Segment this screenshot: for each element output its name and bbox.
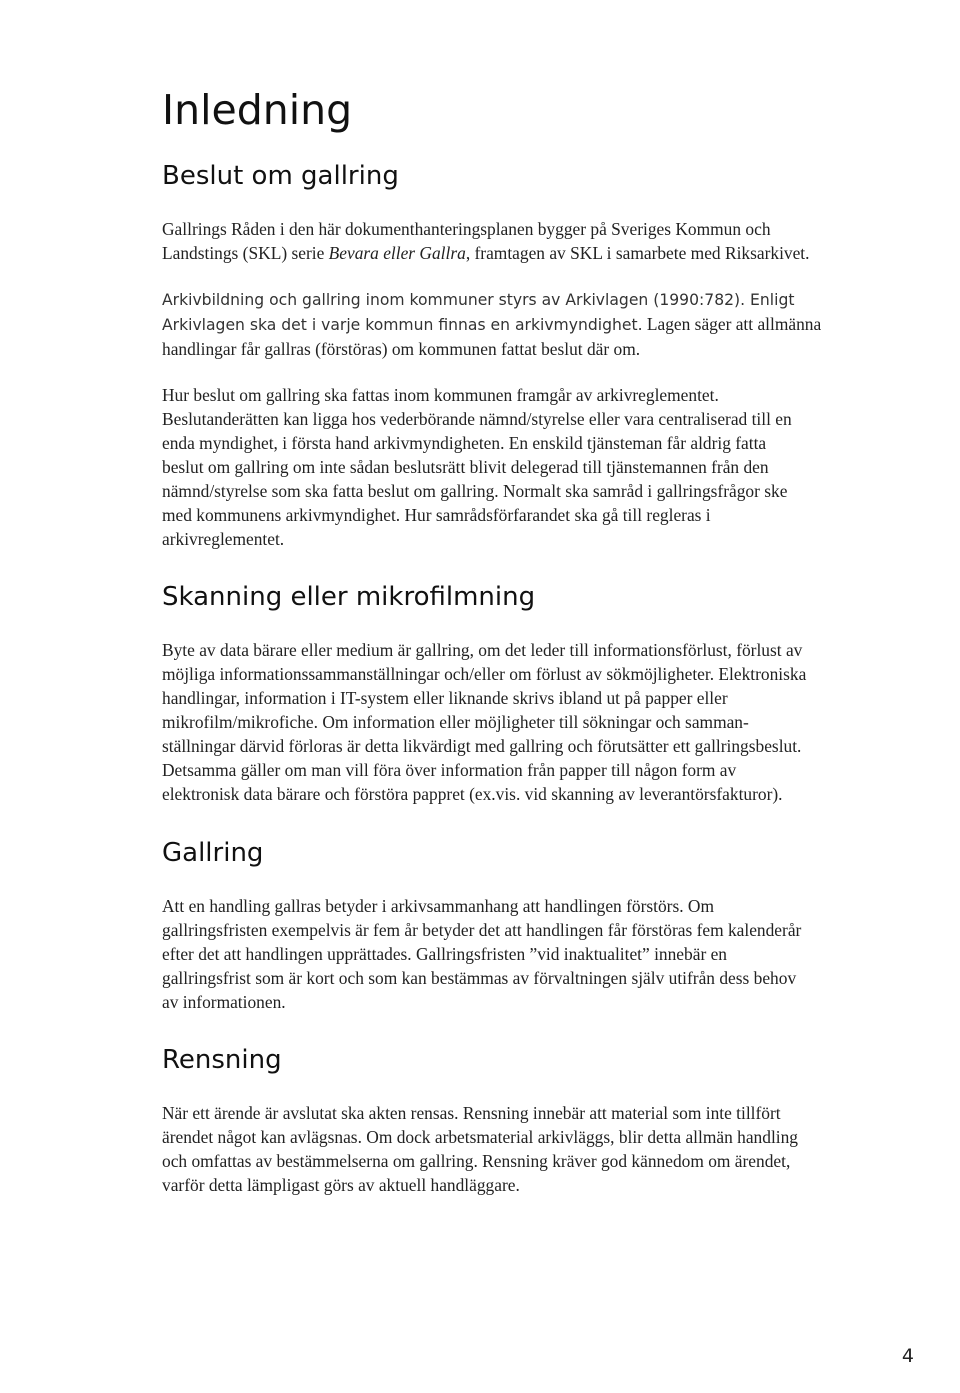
text-line: av informationen. (162, 992, 286, 1012)
text-line (162, 503, 902, 527)
section-beslut-om-gallring (162, 160, 902, 551)
section-heading: Gallring (162, 838, 264, 868)
text-line: möjliga informationssammanställningar och/eller om förlust av sökmöjligheter. Elektroniska (162, 664, 807, 684)
paragraph (162, 894, 902, 1014)
text-line: Gallrings Råden i den här dokumenthanteringsplanen bygger på Sveriges Kommun och (162, 219, 771, 239)
text-line: varför detta lämpligast görs av aktuell handläggare. (162, 1175, 520, 1195)
text-run: nämnd/styrelse som ska fatta beslut om gallring. (162, 481, 499, 501)
text-run: , framtagen av SKL i samarbete med Riksarkivet. (465, 243, 810, 263)
text-run: Landstings (SKL) serie (162, 243, 329, 263)
paragraph (162, 288, 902, 361)
page-number: 4 (901, 1345, 914, 1367)
text-line: Att en handling gallras betyder i arkivsammanhang att handlingen förstörs. Om (162, 896, 715, 916)
text-run: Hur samrådsförfarandet ska gå till regleras i (400, 505, 711, 525)
text-line: Byte av data bärare eller medium är gallring, om det leder till informationsförlust, förlust av (162, 640, 803, 660)
text-line: gallringsfrist som är kort och som kan bestämmas av förvaltningen själv utifrån dess behov (162, 968, 797, 988)
text-line: När ett ärende är avslutat ska akten rensas. Rensning innebär att material som inte tillfört (162, 1103, 781, 1123)
text-line: handlingar får gallras (förstöras) om kommunen fattat beslut där om. (162, 339, 641, 359)
text-line (162, 431, 902, 455)
text-line: arkivreglementet. (162, 529, 285, 549)
paragraph (162, 638, 902, 806)
paragraph (162, 383, 902, 551)
text-run: Arkivlagen ska det i varje kommun finnas en arkivmyndighet. (162, 316, 643, 334)
text-line: efter det att handlingen upprättades. Gallringsfristen ”vid inaktualitet” innebär en (162, 944, 727, 964)
text-line: Arkivbildning och gallring inom kommuner styrs av Arkivlagen (1990:782). Enligt (162, 291, 795, 309)
text-run: med kommunens arkivmyndighet. (162, 505, 401, 525)
section-gallring (162, 837, 902, 1014)
text-run: En enskild tjänsteman får aldrig fatta (504, 433, 767, 453)
text-line: elektronisk data bärare och förstöra pappret (ex.vis. vid skanning av leverantörsfakturor). (162, 784, 783, 804)
text-line: mikrofilm/mikrofiche. Om information eller möjligheter till sökningar och samman- (162, 712, 749, 732)
text-line: gallringsfristen exempelvis är fem år betyder det att handlingen får förstöras fem kalenderår (162, 920, 802, 940)
text-line: ställningar därvid förloras är detta likvärdigt med gallring och förutsätter ett gallringsbeslut. (162, 736, 802, 756)
series-title: Bevara eller Gallra (328, 243, 466, 263)
text-line: Detsamma gäller om man vill föra över information från papper till någon form av (162, 760, 737, 780)
text-line: och omfattas av bestämmelserna om gallring. Rensning kräver god kännedom om ärendet, (162, 1151, 791, 1171)
text-run: Normalt ska samråd i gallringsfrågor ske (498, 481, 788, 501)
text-line: Beslutanderätten kan ligga hos vederbörande nämnd/styrelse eller vara centraliserad till en (162, 409, 792, 429)
text-line: Hur beslut om gallring ska fattas inom kommunen framgår av arkivreglementet. (162, 385, 719, 405)
text-line (162, 479, 902, 503)
section-heading: Rensning (162, 1045, 282, 1075)
text-line: ärendet något kan avlägsnas. Om dock arbetsmaterial arkivläggs, blir detta allmän handling (162, 1127, 798, 1147)
text-line: handlingar, information i IT-system eller liknande skrivs ibland ut på papper eller (162, 688, 728, 708)
section-rensning (162, 1044, 902, 1197)
text-run: Lagen säger att allmänna (642, 314, 822, 334)
section-heading: Beslut om gallring (162, 161, 399, 191)
section-heading: Skanning eller mikrofilmning (162, 582, 536, 612)
text-line: beslut om gallring om inte sådan beslutsrätt blivit delegerad till tjänstemannen från den (162, 457, 769, 477)
paragraph (162, 1101, 902, 1197)
text-line (162, 241, 902, 265)
text-line (162, 312, 902, 337)
paragraph (162, 217, 902, 265)
document-page (162, 0, 902, 1197)
page-title: Inledning (162, 86, 353, 134)
section-skanning-eller-mikrofilmning (162, 581, 902, 806)
text-run: enda myndighet, i första hand arkivmyndigheten. (162, 433, 505, 453)
